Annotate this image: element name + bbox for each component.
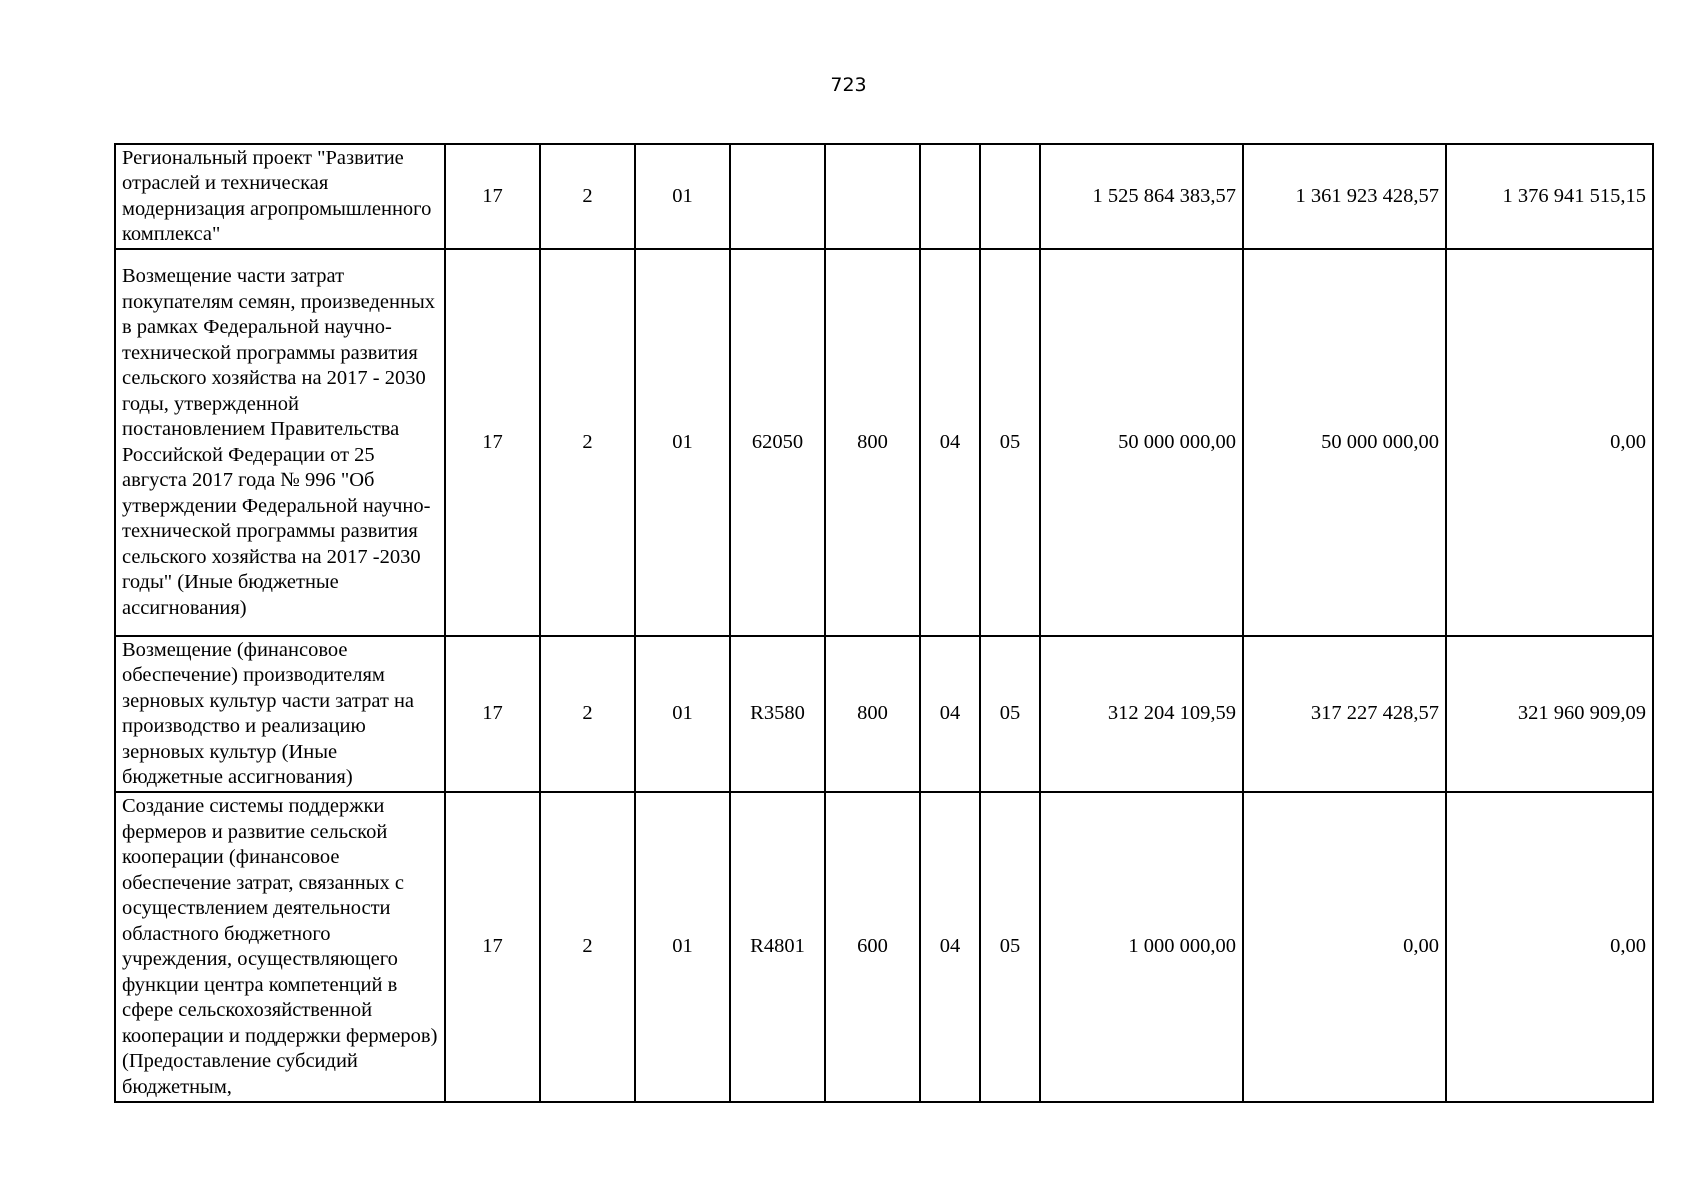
code-cell: 01 <box>635 144 730 249</box>
code-cell: 800 <box>825 249 920 636</box>
code-cell: 2 <box>540 144 635 249</box>
code-cell: 2 <box>540 249 635 636</box>
amount-cell: 312 204 109,59 <box>1040 636 1243 792</box>
code-cell <box>980 144 1040 249</box>
code-cell <box>920 144 980 249</box>
code-cell: 800 <box>825 636 920 792</box>
code-cell: 04 <box>920 792 980 1102</box>
amount-cell: 1 361 923 428,57 <box>1243 144 1446 249</box>
table-row <box>115 636 1653 792</box>
code-cell: 17 <box>445 249 540 636</box>
code-cell: R3580 <box>730 636 825 792</box>
amount-cell: 50 000 000,00 <box>1040 249 1243 636</box>
budget-table <box>114 143 1654 1103</box>
code-cell <box>730 144 825 249</box>
row-description: Создание системы поддержки фермеров и развитие сельской кооперации (финансовое обеспечение затрат, связанных с осуществлением деятельности областного бюджетного учреждения, осуществляющего функции центра компетенций в сфере сельскохозяйственной кооперации и поддержки фермеров) (Предоставление субсидий бюджетным, <box>115 792 445 1102</box>
amount-cell: 1 376 941 515,15 <box>1446 144 1653 249</box>
amount-cell: 0,00 <box>1243 792 1446 1102</box>
code-cell: 17 <box>445 144 540 249</box>
amount-cell: 321 960 909,09 <box>1446 636 1653 792</box>
code-cell: 01 <box>635 249 730 636</box>
code-cell: 05 <box>980 792 1040 1102</box>
table-row <box>115 249 1653 636</box>
code-cell: 62050 <box>730 249 825 636</box>
code-cell: R4801 <box>730 792 825 1102</box>
code-cell: 600 <box>825 792 920 1102</box>
code-cell: 05 <box>980 636 1040 792</box>
code-cell: 2 <box>540 636 635 792</box>
row-description: Региональный проект "Развитие отраслей и техническая модернизация агропромышленного комплекса" <box>115 144 445 249</box>
code-cell <box>825 144 920 249</box>
code-cell: 17 <box>445 636 540 792</box>
code-cell: 05 <box>980 249 1040 636</box>
code-cell: 01 <box>635 792 730 1102</box>
amount-cell: 1 000 000,00 <box>1040 792 1243 1102</box>
code-cell: 04 <box>920 249 980 636</box>
amount-cell: 0,00 <box>1446 792 1653 1102</box>
amount-cell: 0,00 <box>1446 249 1653 636</box>
table-row <box>115 144 1653 249</box>
page-number: 723 <box>830 74 867 96</box>
code-cell: 2 <box>540 792 635 1102</box>
amount-cell: 317 227 428,57 <box>1243 636 1446 792</box>
table-row <box>115 792 1653 1102</box>
amount-cell: 1 525 864 383,57 <box>1040 144 1243 249</box>
code-cell: 04 <box>920 636 980 792</box>
code-cell: 17 <box>445 792 540 1102</box>
code-cell: 01 <box>635 636 730 792</box>
row-description: Возмещение части затрат покупателям семян, произведенных в рамках Федеральной научно-технической программы развития сельского хозяйства на 2017 - 2030 годы, утвержденной постановлением Правительства Российской Федерации от 25 августа 2017 года № 996 "Об утверждении Федеральной научно-технической программы развития сельского хозяйства на 2017 -2030 годы" (Иные бюджетные ассигнования) <box>115 249 445 636</box>
amount-cell: 50 000 000,00 <box>1243 249 1446 636</box>
row-description: Возмещение (финансовое обеспечение) производителям зерновых культур части затрат на производство и реализацию зерновых культур (Иные бюджетные ассигнования) <box>115 636 445 792</box>
